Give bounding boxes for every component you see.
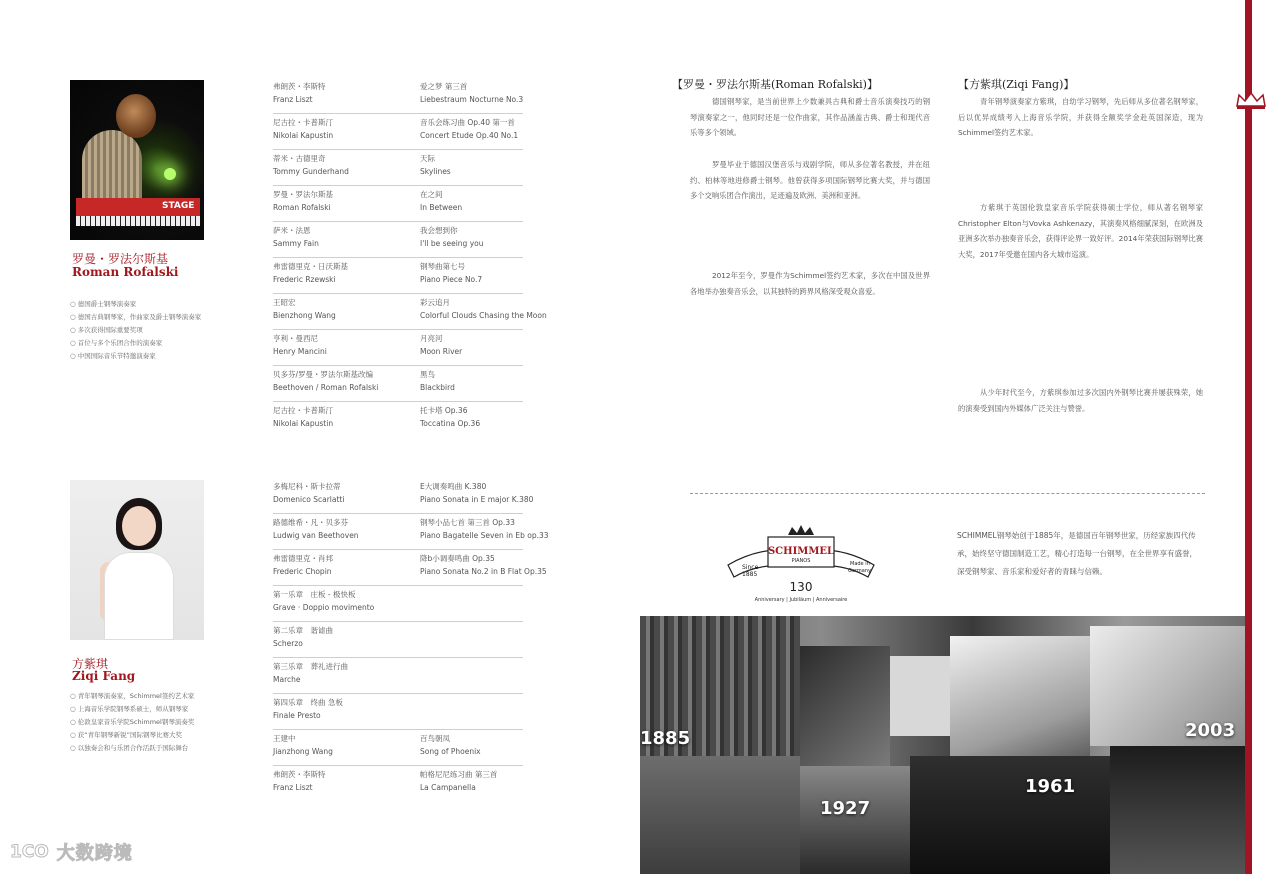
movement-row: 第二乐章 谐谑曲 Scherzo	[273, 622, 523, 658]
roman-section-title: 【罗曼・罗法尔斯基(Roman Rofalski)】	[672, 78, 878, 91]
roman-paragraph: 德国钢琴家，是当前世界上少数兼具古典和爵士音乐演奏技巧的钢琴演奏家之一，他同时还是一位作曲家，其作品涵盖古典、爵士和现代音乐等多个领域。	[690, 97, 930, 137]
year-label: 2003	[1185, 720, 1236, 741]
svg-text:Since: Since	[742, 564, 759, 571]
bio-item: ○ 伦敦皇家音乐学院Schimmel钢琴演奏奖	[70, 718, 195, 726]
movement-row: 第一乐章 庄板 - 极快板 Grave · Doppio movimento	[273, 586, 523, 622]
ziqi-paragraph: 青年钢琴演奏家方紫琪，自幼学习钢琴，先后师从多位著名钢琴家，后以优异成绩考入上海音乐学院，并获得全额奖学金赴英国深造，现为Schimmel签约艺术家。	[958, 97, 1203, 137]
page-edge-bar	[1245, 0, 1252, 874]
bio-item: ○ 德国古典钢琴家，作曲家及爵士钢琴演奏家	[70, 313, 202, 321]
ziqi-name-en: Ziqi Fang	[72, 669, 136, 683]
bio-item: ○ 首位与多个乐团合作的演奏家	[70, 339, 163, 347]
program-row: 尼古拉・卡普斯汀 Nikolai Kapustin 音乐会练习曲 Op.40 第一首 Concert Etude Op.40 No.1	[273, 114, 523, 150]
bio-item: ○ 获“青年钢琴新锐”国际钢琴比赛大奖	[70, 731, 182, 739]
program-row: 弗雷德里克・日沃斯基 Frederic Rzewski 钢琴曲第七号 Piano Piece No.7	[273, 258, 523, 294]
program-row: 蒂米・古德里奇 Tommy Gunderhand 天际 Skylines	[273, 150, 523, 186]
svg-text:Germany: Germany	[848, 568, 871, 574]
ziqi-fang-photo	[70, 480, 204, 640]
roman-name-en: Roman Rofalski	[72, 265, 179, 279]
roman-paragraph: 2012年至今，罗曼作为Schimmel签约艺术家，多次在中国及世界各地举办独奏音乐会，以其独特的跨界风格深受观众喜爱。	[690, 271, 930, 296]
program-row: 路德维希・凡・贝多芬 Ludwig van Beethoven 钢琴小品七首 第三首 Op.33 Piano Bagatelle Seven in Eb op.33	[273, 514, 523, 550]
crown-icon	[1235, 90, 1267, 110]
schimmel-history-collage	[640, 616, 1245, 874]
bio-item: ○ 中国国际音乐节特邀演奏家	[70, 352, 156, 360]
roman-rofalski-photo: STAGE	[70, 80, 204, 240]
program-row: 罗曼・罗法尔斯基 Roman Rofalski 在之间 In Between	[273, 186, 523, 222]
bio-item: ○ 多次获得国际重要奖项	[70, 326, 143, 334]
year-label: 1927	[820, 798, 871, 819]
program-table-roman	[273, 78, 547, 437]
program-row: 王昭宏 Bienzhong Wang 彩云追月 Colorful Clouds Chasing the Moon	[273, 294, 523, 330]
program-row: 弗朗茨・李斯特 Franz Liszt 爱之梦 第三首 Liebestraum Nocturne No.3	[273, 78, 523, 114]
ziqi-name-cn: 方紫琪	[72, 657, 109, 671]
roman-bio-list	[70, 298, 250, 363]
svg-text:1885: 1885	[742, 571, 758, 578]
program-row: 尼古拉・卡普斯汀 Nikolai Kapustin 托卡塔 Op.36 Toccatina Op.36	[273, 406, 481, 428]
svg-text:Anniversary | Jubiläum | Anniv: Anniversary | Jubiläum | Anniversaire	[754, 597, 848, 603]
program-table-ziqi	[273, 478, 549, 801]
section-divider	[690, 493, 1205, 494]
program-row: 亨利・曼西尼 Henry Mancini 月亮河 Moon River	[273, 330, 523, 366]
watermark-logo: 1CO	[10, 842, 49, 862]
roman-name-cn: 罗曼・罗法尔斯基	[72, 252, 169, 266]
svg-text:SCHIMMEL: SCHIMMEL	[767, 546, 835, 557]
bio-item: ○ 青年钢琴演奏家，Schimmel签约艺术家	[70, 692, 195, 700]
watermark	[10, 838, 133, 866]
schimmel-130-badge	[722, 525, 880, 605]
roman-paragraph: 罗曼毕业于德国汉堡音乐与戏剧学院，师从多位著名教授，并在纽约、柏林等地进修爵士钢琴。他曾获得多项国际钢琴比赛大奖，并与德国多个交响乐团合作演出，足迹遍及欧洲、美洲和亚洲。	[690, 160, 930, 200]
ziqi-paragraph: 从少年时代至今，方紫琪参加过多次国内外钢琴比赛并屡获殊荣，她的演奏受到国内外媒体广泛关注与赞誉。	[958, 388, 1203, 413]
year-label: 1885	[640, 728, 691, 749]
svg-text:Made in: Made in	[850, 561, 870, 567]
svg-text:PIANOS: PIANOS	[791, 558, 811, 564]
program-row: 弗朗茨・李斯特 Franz Liszt 帕格尼尼练习曲 第三首 La Campanella	[273, 770, 498, 792]
program-row: 贝多芬/罗曼・罗法尔斯基改编 Beethoven / Roman Rofalski 黑鸟 Blackbird	[273, 366, 523, 402]
watermark-text: 大数跨境	[56, 843, 133, 864]
movement-row: 第四乐章 终曲 急板 Finale Presto	[273, 694, 523, 730]
ziqi-bio-list	[70, 690, 250, 755]
bio-item: ○ 德国爵士钢琴演奏家	[70, 300, 137, 308]
schimmel-description: SCHIMMEL钢琴始创于1885年，是德国百年钢琴世家，历经家族四代传承，始终坚守德国制造工艺，精心打造每一台钢琴，在全世界享有盛誉，深受钢琴家、音乐家和爱好者的青睐与信赖。	[957, 531, 1197, 576]
program-row: 多梅尼科・斯卡拉蒂 Domenico Scarlatti E大调奏鸣曲 K.380 Piano Sonata in E major K.380	[273, 478, 523, 514]
program-row: 弗雷德里克・肖邦 Frederic Chopin 降b小调奏鸣曲 Op.35 Piano Sonata No.2 in B Flat Op.35	[273, 550, 523, 586]
program-row: 萨米・法恩 Sammy Fain 我会想到你 I'll be seeing you	[273, 222, 523, 258]
svg-text:130: 130	[789, 580, 813, 594]
program-row: 王建中 Jianzhong Wang 百鸟朝凤 Song of Phoenix	[273, 730, 523, 766]
ziqi-paragraph: 方紫琪于英国伦敦皇家音乐学院获得硕士学位，师从著名钢琴家Christopher Elton与Vovka Ashkenazy，其演奏风格细腻深刻，在欧洲及亚洲多次举办独奏音乐会，获得评论界一致好评。2014年荣获国际钢琴比赛大奖，2017年受邀在国内各大城市巡演。	[958, 203, 1203, 259]
bio-item: ○ 以独奏会和与乐团合作活跃于国际舞台	[70, 744, 189, 752]
movement-row: 第三乐章 葬礼进行曲 Marche	[273, 658, 523, 694]
ziqi-section-title: 【方紫琪(Ziqi Fang)】	[958, 78, 1075, 91]
year-label: 1961	[1025, 776, 1076, 797]
bio-item: ○ 上海音乐学院钢琴系硕士，师从钢琴家	[70, 705, 189, 713]
